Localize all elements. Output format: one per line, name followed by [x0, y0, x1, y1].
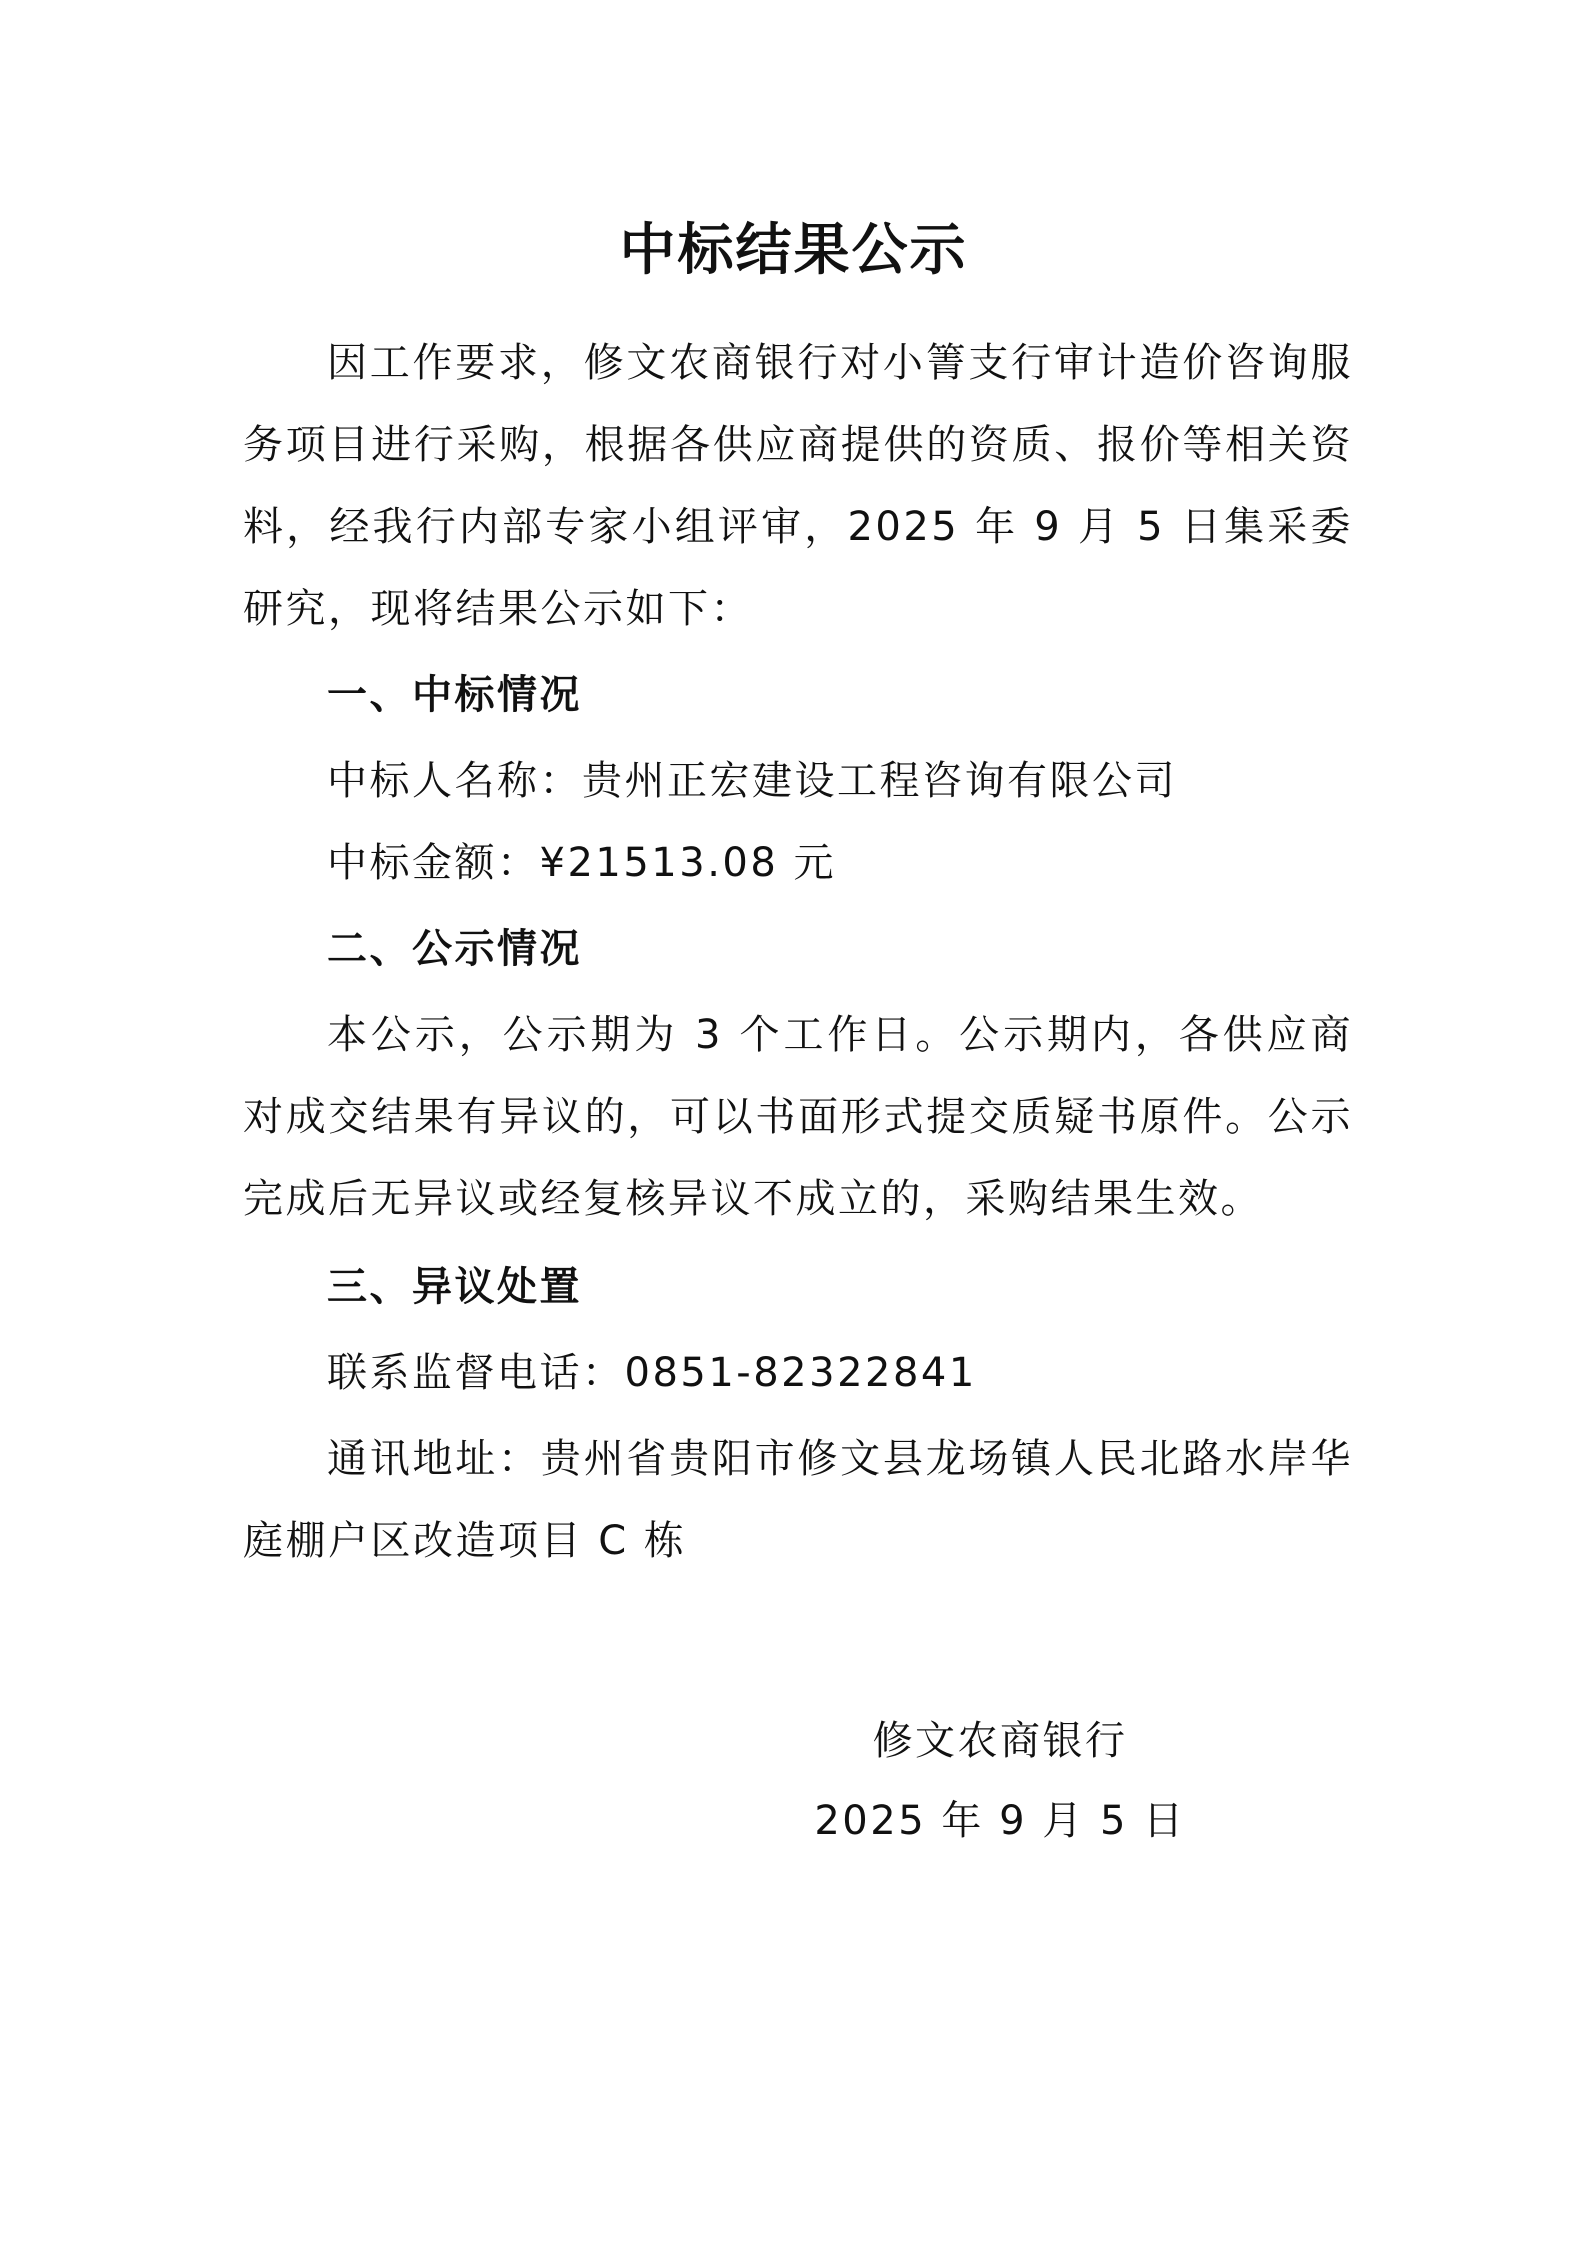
supervision-phone: 联系监督电话：0851-82322841: [327, 1350, 977, 1396]
signature-date: 2025 年 9 月 5 日: [814, 1798, 1186, 1844]
announcement-body: [243, 322, 1353, 1582]
section-heading-publicity: 二、公示情况: [327, 926, 582, 972]
mailing-address: 通讯地址：贵州省贵阳市修文县龙场镇人民北路水岸华庭棚户区改造项目 C 栋: [243, 1436, 1353, 1564]
intro-paragraph: 因工作要求，修文农商银行对小箐支行审计造价咨询服务项目进行采购，根据各供应商提供的资质、报价等相关资料，经我行内部专家小组评审，2025 年 9 月 5 日集采委研究，现将结果公示如下：: [243, 340, 1353, 632]
winner-name: 中标人名称：贵州正宏建设工程咨询有限公司: [327, 758, 1177, 804]
winning-amount: 中标金额：¥21513.08 元: [327, 840, 837, 886]
section-heading-winning-bid: 一、中标情况: [327, 672, 582, 718]
publicity-paragraph: 本公示，公示期为 3 个工作日。公示期内，各供应商对成交结果有异议的，可以书面形式提交质疑书原件。公示完成后无异议或经复核异议不成立的，采购结果生效。: [243, 1012, 1353, 1222]
signature-organization: 修文农商银行: [872, 1718, 1128, 1764]
section-heading-objection: 三、异议处置: [327, 1264, 582, 1310]
page-title: 中标结果公示: [619, 217, 968, 283]
